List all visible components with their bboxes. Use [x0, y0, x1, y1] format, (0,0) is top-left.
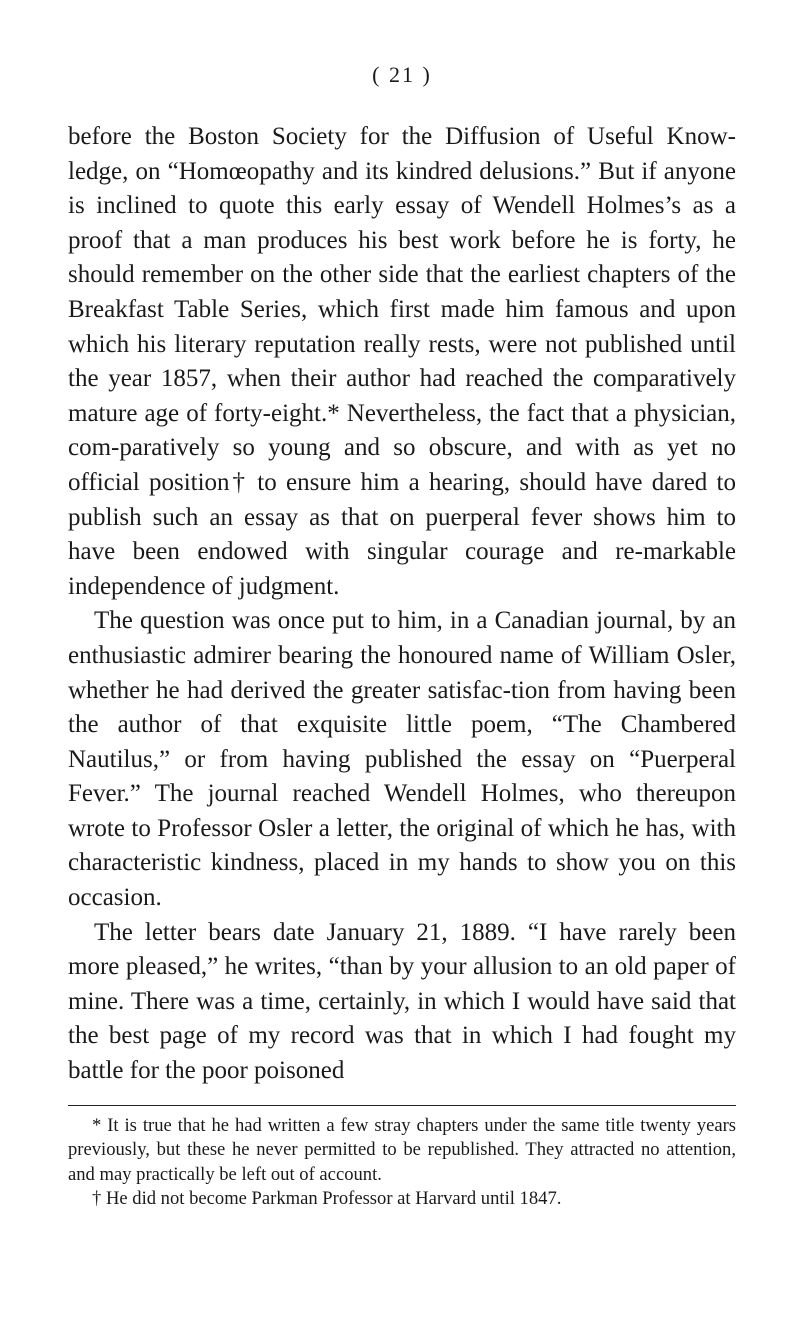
body-text	[68, 120, 736, 1089]
paragraph-2: The question was once put to him, in a Canadian journal, by an enthusiastic admirer bearing the honoured name of William Osler, whether he had derived the greater satisfac-tion from having been the author of that exquisite little poem, “The Chambered Nautilus,” or from having published the essay on “Puerperal Fever.” The journal reached Wendell Holmes, who thereupon wrote to Professor Osler a letter, the original of which he has, with characteristic kindness, placed in my hands to show you on this occasion.	[68, 607, 736, 912]
page-number: ( 21 )	[372, 62, 432, 87]
document-page	[68, 58, 736, 1212]
paragraph-3: The letter bears date January 21, 1889. “I have rarely been more pleased,” he writes, “than by your allusion to an old paper of mine. There was a time, certainly, in which I would have said that the best page of my record was that in which I had fought my battle for the poor poisoned	[68, 918, 736, 1085]
footnote-asterisk: * It is true that he had written a few stray chapters under the same title twenty years previously, but these he never permitted to be republished. They attracted no attention, and may practically be left out of account.	[68, 1114, 736, 1185]
footnote-divider	[68, 1105, 736, 1106]
footnotes	[68, 1114, 736, 1212]
paragraph-1: before the Boston Society for the Diffusion of Useful Know-ledge, on “Homœopathy and its kindred delusions.” But if anyone is inclined to quote this early essay of Wendell Holmes’s as a proof that a man produces his best work before he is forty, he should remember on the other side that the earliest chapters of the Breakfast Table Series, which first made him famous and upon which his literary reputation really rests, were not published until the year 1857, when their author had reached the comparatively mature age of forty-eight.* Nevertheless, the fact that a physician, com-paratively so young and so obscure, and with as yet no official position† to ensure him a hearing, should have dared to publish such an essay as that on puerperal fever shows him to have been endowed with singular courage and re-markable independence of judgment.	[68, 123, 736, 600]
footnote-dagger: † He did not become Parkman Professor at Harvard until 1847.	[92, 1188, 562, 1210]
